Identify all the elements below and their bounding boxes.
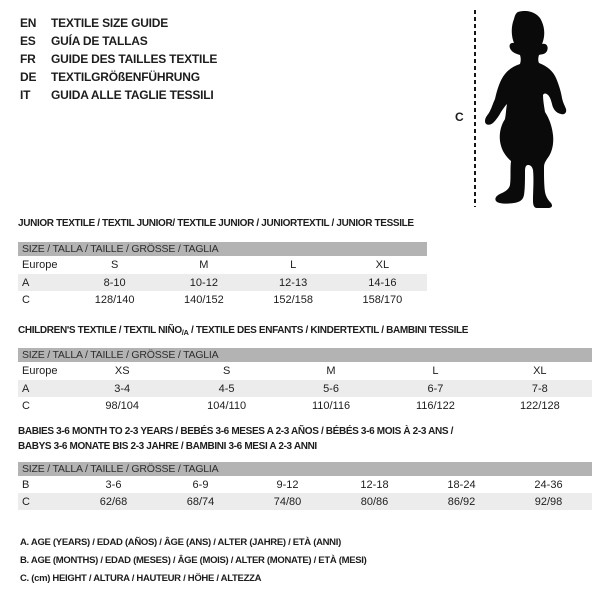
age-cell: 12-18 [360,478,389,491]
footnote-height: C. (cm) HEIGHT / ALTURA / HAUTEUR / HÖHE / ALTEZZA [20,572,262,584]
junior-table-title: JUNIOR TEXTILE / TEXTIL JUNIOR/ TEXTILE JUNIOR / JUNIORTEXTIL / JUNIOR TESSILE [18,218,414,229]
height-cell: 68/74 [186,495,215,508]
footnote-age-months: B. AGE (MONTHS) / EDAD (MESES) / ÂGE (MOIS) / ALTER (MONATE) / ETÀ (MESI) [20,554,367,566]
height-cell: 92/98 [534,495,563,508]
babies-title-line1: BABIES 3-6 MONTH TO 2-3 YEARS / BEBÉS 3-6 MESES A 2-3 AÑOS / BÉBÉS 3-6 MOIS À 2-3 ANS / [18,426,454,437]
height-cell: 62/68 [99,495,128,508]
language-title: TEXTILGRÖßENFÜHRUNG [51,70,200,84]
babies-size-table-section [18,424,592,510]
age-cell: 5-6 [323,382,339,395]
table-row-height [18,291,427,308]
age-cell: 18-24 [447,478,476,491]
language-title-list [20,14,217,104]
height-cell: 152/158 [273,293,313,306]
babies-title-line2: BABYS 3-6 MONATE BIS 2-3 JAHRE / BAMBINI 3-6 MESI A 2-3 ANNI [18,441,317,452]
legend-footnotes [20,533,366,587]
age-cell: 9-12 [276,478,299,491]
footnote-age-years: A. AGE (YEARS) / EDAD (AÑOS) / ÂGE (ANS) / ALTER (JAHRE) / ETÀ (ANNI) [20,536,341,548]
age-cell: 4-5 [218,382,235,395]
row-label: B [22,478,30,491]
size-cell: L [432,365,439,377]
age-cell: 10-12 [189,276,218,289]
height-measure-label: C [455,110,464,124]
height-measure-dashed-line [474,10,476,207]
row-label: C [22,293,30,306]
babies-table-title [18,424,592,454]
language-code: DE [20,70,37,84]
children-title-post: / TEXTILE DES ENFANTS / KINDERTEXTIL / BAMBINI TESSILE [188,325,469,336]
age-cell: 6-9 [192,478,209,491]
row-label: A [22,276,30,289]
height-cell: 98/104 [105,399,140,412]
table-row-age-months [18,476,592,493]
age-cell: 6-7 [427,382,444,395]
row-label: Europe [22,365,58,377]
language-code: ES [20,34,36,48]
junior-size-table-section [18,217,427,308]
language-row-es [20,32,217,50]
language-code: IT [20,88,31,102]
table-row-height [18,397,592,414]
children-table-title [18,324,592,339]
language-code: EN [20,16,37,30]
size-cell: XS [114,365,130,377]
language-row-it [20,86,217,104]
size-cell: S [222,365,231,377]
language-row-en [20,14,217,32]
children-size-table-section [18,324,592,414]
age-cell: 8-10 [103,276,126,289]
height-cell: 80/86 [360,495,389,508]
height-cell: 128/140 [94,293,135,306]
height-cell: 110/116 [311,399,351,412]
age-cell: 12-13 [279,276,308,289]
size-cell: XL [375,259,390,271]
age-cell: 14-16 [368,276,397,289]
age-cell: 24-36 [534,478,563,491]
size-cell: S [110,259,119,271]
toddler-silhouette-icon [481,9,575,208]
table-row-age [18,380,592,397]
language-row-fr [20,50,217,68]
size-header-label: SIZE / TALLA / TAILLE / GRÖSSE / TAGLIA [22,349,219,361]
row-label: C [22,399,30,412]
height-cell: 158/170 [362,293,403,306]
table-row-europe [18,362,592,380]
size-header-label: SIZE / TALLA / TAILLE / GRÖSSE / TAGLIA [22,243,219,255]
language-title: GUIDA ALLE TAGLIE TESSILI [51,88,214,102]
language-row-de [20,68,217,86]
size-cell: M [326,365,336,377]
children-title-subscript: /A [181,328,189,337]
height-cell: 116/122 [415,399,455,412]
row-label: A [22,382,30,395]
junior-size-header-bar [18,242,427,256]
children-title-pre: CHILDREN'S TEXTILE / TEXTIL NIÑO [18,325,182,336]
row-label: C [22,495,30,508]
age-cell: 3-6 [105,478,122,491]
size-cell: L [290,259,297,271]
table-row-height [18,493,592,510]
height-cell: 140/152 [183,293,224,306]
age-cell: 3-4 [114,382,131,395]
table-row-europe [18,256,427,274]
row-label: Europe [22,259,58,271]
size-cell: M [199,259,209,271]
size-cell: XL [533,365,547,377]
babies-size-header-bar [18,462,592,476]
language-title: GUIDE DES TAILLES TEXTILE [51,52,218,66]
language-title: GUÍA DE TALLAS [51,34,148,48]
language-code: FR [20,52,36,66]
height-cell: 86/92 [447,495,476,508]
table-row-age [18,274,427,291]
height-cell: 122/128 [519,399,560,412]
age-cell: 7-8 [531,382,548,395]
children-size-header-bar [18,348,592,362]
language-title: TEXTILE SIZE GUIDE [51,16,169,30]
height-cell: 104/110 [207,399,247,412]
size-header-label: SIZE / TALLA / TAILLE / GRÖSSE / TAGLIA [22,463,219,475]
height-cell: 74/80 [273,495,302,508]
